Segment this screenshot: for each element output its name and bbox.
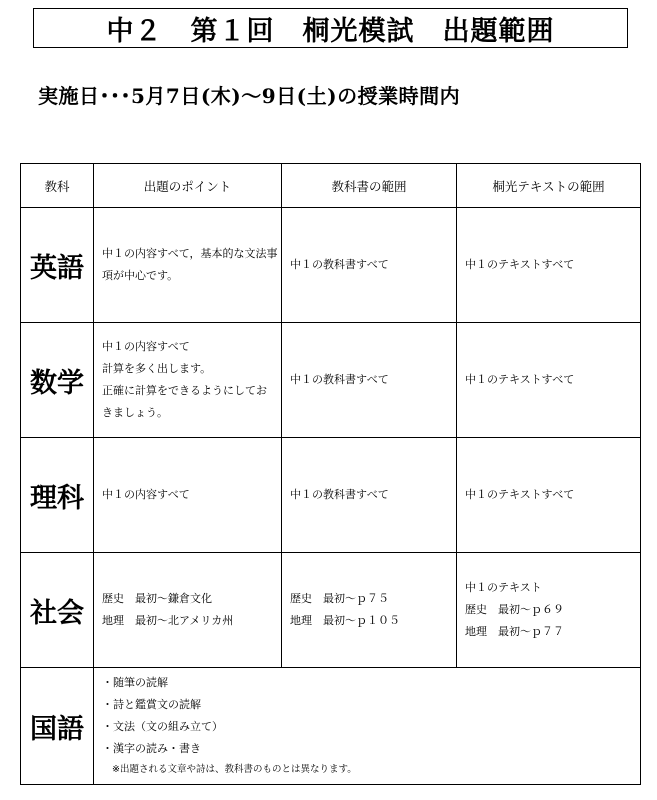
text-range-cell [457, 208, 641, 323]
points-line: 中１の内容すべて [102, 488, 190, 501]
column-header-text-range: 桐光テキストの範囲 [457, 164, 641, 208]
kokugo-note: ※出題される文章や詩は、教科書のものとは異なります。 [112, 764, 357, 775]
exam-date-line: 実施日･･･5月7日(木)～9日(土)の授業時間内 [38, 84, 461, 108]
textbook-line: 中１の教科書すべて [290, 258, 389, 271]
subject-english: 英語 [21, 208, 94, 323]
textbook-cell [282, 438, 457, 553]
points-line: 計算を多く出します。 [102, 362, 212, 375]
table-row [21, 668, 641, 785]
textbook-cell [282, 323, 457, 438]
text-range-line: 中１のテキスト [465, 581, 542, 594]
textbook-line: 中１の教科書すべて [290, 488, 389, 501]
exam-scope-table [20, 163, 641, 785]
subject-japanese: 国語 [21, 668, 94, 785]
text-range-line: 中１のテキストすべて [465, 258, 575, 271]
textbook-line: 中１の教科書すべて [290, 373, 389, 386]
text-range-cell [457, 438, 641, 553]
points-line: 地理 最初～北アメリカ州 [102, 614, 234, 627]
kokugo-scope-cell [94, 668, 641, 785]
points-cell [94, 208, 282, 323]
column-header-textbook-range: 教科書の範囲 [282, 164, 457, 208]
textbook-line: 地理 最初～ｐ１０５ [290, 614, 400, 627]
points-line: 中１の内容すべて [102, 340, 190, 353]
points-cell [94, 438, 282, 553]
kokugo-item: ・随筆の読解 [102, 676, 168, 689]
kokugo-item: ・詩と鑑賞文の読解 [102, 698, 201, 711]
text-range-line: 中１のテキストすべて [465, 488, 575, 501]
text-range-line: 歴史 最初～ｐ６９ [465, 603, 564, 616]
column-header-points: 出題のポイント [94, 164, 282, 208]
text-range-line: 中１のテキストすべて [465, 373, 575, 386]
kokugo-item: ・漢字の読み・書き [102, 742, 201, 755]
page-title: 中２ 第１回 桐光模試 出題範囲 [33, 8, 628, 48]
table-header-row [21, 164, 641, 208]
column-header-subject: 教科 [21, 164, 94, 208]
kokugo-item: ・文法（文の組み立て） [102, 720, 223, 733]
points-line: 歴史 最初～鎌倉文化 [102, 592, 212, 605]
subject-science: 理科 [21, 438, 94, 553]
table-row [21, 438, 641, 553]
text-range-line: 地理 最初～ｐ７７ [465, 625, 564, 638]
text-range-cell [457, 553, 641, 668]
points-cell [94, 553, 282, 668]
table-row [21, 553, 641, 668]
points-line: 中１の内容すべて，基本的な文法事 [102, 247, 278, 260]
textbook-cell [282, 208, 457, 323]
textbook-line: 歴史 最初～ｐ７５ [290, 592, 389, 605]
subject-math: 数学 [21, 323, 94, 438]
points-line: 項が中心です。 [102, 269, 179, 282]
text-range-cell [457, 323, 641, 438]
points-line: きましょう。 [102, 406, 168, 419]
subject-social-studies: 社会 [21, 553, 94, 668]
points-cell [94, 323, 282, 438]
table-row [21, 208, 641, 323]
points-line: 正確に計算をできるようにしてお [102, 384, 267, 397]
table-row [21, 323, 641, 438]
textbook-cell [282, 553, 457, 668]
